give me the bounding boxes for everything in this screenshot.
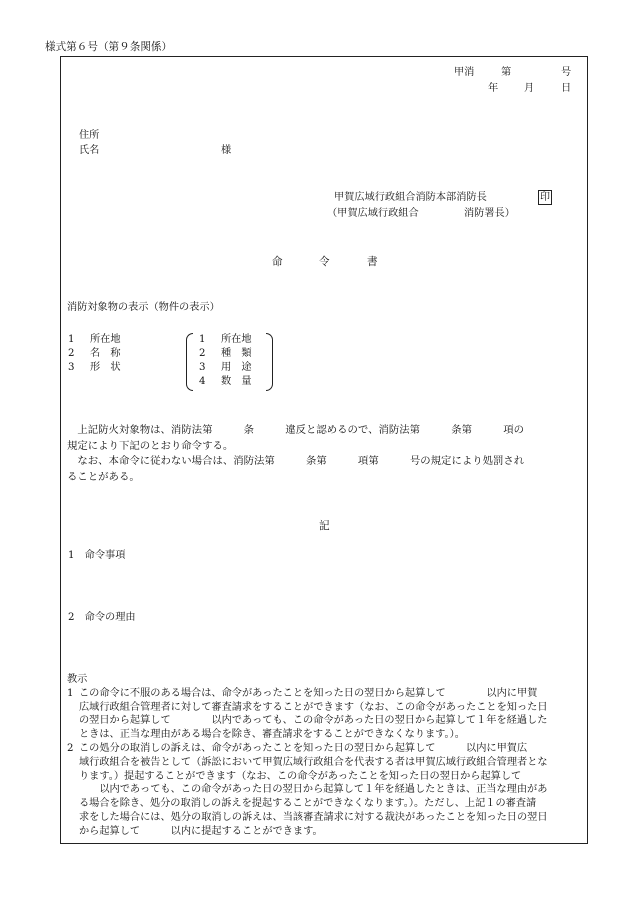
ki-mark: 記 xyxy=(319,520,330,532)
right-item-num: 1 xyxy=(199,334,206,345)
body-p1-line2: 規定により下記のとおり命令する。 xyxy=(67,439,234,452)
right-item-num: 2 xyxy=(199,348,206,359)
notice-line: ります。）提起することができます（なお、この命令があったことを知った日の翌日から起算して xyxy=(79,770,522,782)
notice-heading: 教示 xyxy=(67,674,88,685)
notice-line: 求をした場合には、処分の取消しの訴えは、当該審査請求に対する裁決があったことを知った日の翌日 xyxy=(79,811,548,823)
left-item-label: 所在地 xyxy=(90,334,121,345)
notice-line: この処分の取消しの訴えは、命令があったことを知った日の翌日から起算して 以内に甲賀広 xyxy=(79,742,528,754)
form-label: 様式第６号（第９条関係） xyxy=(45,41,173,53)
right-item-label: 種 類 xyxy=(221,348,252,359)
item-order-content: 1 命令事項 xyxy=(68,550,126,561)
issuer-title: 甲賀広域行政組合消防本部消防長 xyxy=(334,192,487,203)
notice-line: る場合を除き、処分の取消しの訴えを提起することができなくなります。）。ただし、上記１の審査請 xyxy=(79,798,537,810)
notice-item-num: 2 xyxy=(67,742,74,754)
notice-item-num: 1 xyxy=(67,687,74,699)
issuer-sub-open: （甲賀広域行政組合 xyxy=(327,208,419,219)
issuer-sub-close: 消防署長） xyxy=(464,208,515,219)
right-item-label: 用 途 xyxy=(221,362,252,373)
right-item-num: 4 xyxy=(199,376,206,387)
notice-line: ときは、正当な理由がある場合を除き、審査請求をすることができなくなります。）。 xyxy=(79,729,465,741)
right-item-label: 所在地 xyxy=(221,334,252,345)
notice-line: 以内であっても、この命令があった日の翌日から起算して１年を経過したときは、正当な理由があ xyxy=(79,784,548,796)
title-char-3: 書 xyxy=(367,256,378,268)
notice-item-2 xyxy=(67,742,585,839)
bracket-right xyxy=(266,333,273,391)
title-char-2: 令 xyxy=(319,256,330,268)
left-item-num: 2 xyxy=(68,348,75,359)
body-p1-line1: 上記防火対象物は、消防法第 条 違反と認めるので、消防法第 条第 項の xyxy=(77,424,524,436)
notice-item-1 xyxy=(67,687,585,742)
body-p2-line1: なお、本命令に従わない場合は、消防法第 条第 項第 号の規定により処罰され xyxy=(77,455,525,467)
date-year: 年 xyxy=(488,83,499,94)
body-text xyxy=(67,423,583,485)
ref-dai: 第 xyxy=(501,67,512,78)
notice-line: から起算して 以内に提起することができます。 xyxy=(79,825,323,837)
right-item-num: 3 xyxy=(199,362,206,373)
date-day: 日 xyxy=(561,83,572,94)
left-item-num: 1 xyxy=(68,334,75,345)
body-p2-line2: ることがある。 xyxy=(67,470,140,483)
item-order-reason: 2 命令の理由 xyxy=(68,612,136,623)
seal-mark: 印 xyxy=(540,192,550,203)
bracket-left xyxy=(186,333,193,391)
ref-go: 号 xyxy=(561,67,572,78)
date-month: 月 xyxy=(524,83,535,94)
right-item-label: 数 量 xyxy=(221,376,252,387)
left-item-label: 名 称 xyxy=(90,348,121,359)
honorific: 様 xyxy=(221,145,232,156)
title-char-1: 命 xyxy=(272,256,283,268)
notice-line: 域行政組合を被告として（訴訟において甲賀広域行政組合を代表する者は甲賀広域行政組合管理者とな xyxy=(79,756,548,768)
object-heading: 消防対象物の表示（物件の表示） xyxy=(67,302,220,313)
notice-line: の翌日から起算して 以内であっても、この命令があった日の翌日から起算して１年を経過した xyxy=(79,715,548,727)
notice-line: この命令に不服のある場合は、命令があったことを知った日の翌日から起算して 以内に甲賀 xyxy=(79,687,538,699)
notice-line: 広域行政組合管理者に対して審査請求をすることができます（なお、この命令があったことを知った日 xyxy=(79,701,548,713)
ref-prefix: 甲消 xyxy=(454,67,475,78)
left-item-label: 形 状 xyxy=(90,362,121,373)
name-label: 氏名 xyxy=(79,145,100,156)
address-label: 住所 xyxy=(79,130,100,141)
notice-section xyxy=(67,673,585,839)
left-item-num: 3 xyxy=(68,362,75,373)
